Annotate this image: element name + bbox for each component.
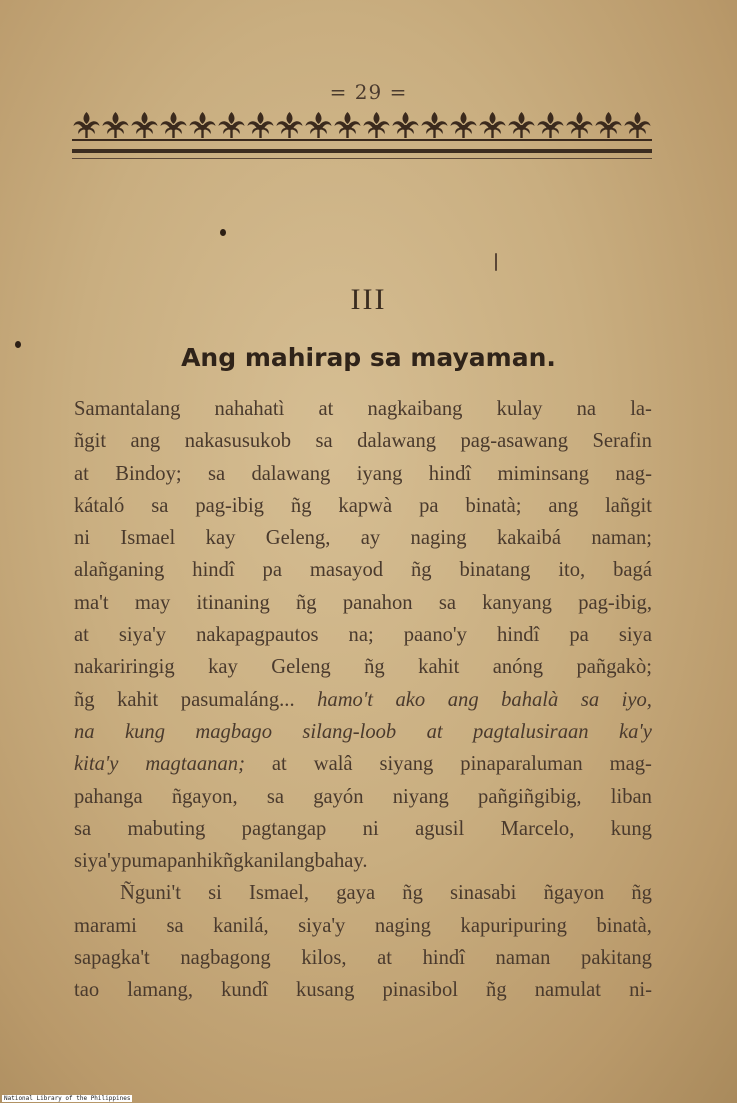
text-line bbox=[74, 716, 652, 748]
word: kapuripuring bbox=[460, 914, 567, 937]
word: naman bbox=[495, 947, 551, 970]
word: pa bbox=[262, 559, 282, 582]
word: siya'y bbox=[74, 850, 122, 873]
word: ñg bbox=[364, 656, 385, 679]
text-line bbox=[74, 910, 652, 942]
word: sa bbox=[151, 494, 169, 517]
fleuron-icon bbox=[74, 112, 100, 138]
word: gayón bbox=[313, 785, 364, 808]
header-rule-thick bbox=[72, 149, 652, 153]
word: sa bbox=[207, 462, 226, 485]
word: kung bbox=[124, 720, 165, 743]
word: ñg bbox=[74, 688, 95, 711]
word: ni bbox=[362, 817, 379, 840]
text-line bbox=[74, 522, 652, 554]
word: sa bbox=[74, 817, 92, 840]
word: hindî bbox=[192, 559, 235, 582]
word: pa bbox=[569, 624, 589, 647]
word: tao bbox=[74, 979, 100, 1002]
word: hindî bbox=[496, 624, 540, 647]
word: sa bbox=[580, 688, 600, 711]
text-line bbox=[74, 490, 652, 522]
word: kundî bbox=[221, 979, 268, 1002]
fleuron-icon bbox=[596, 112, 622, 138]
word: na; bbox=[348, 624, 374, 647]
word: itinaning bbox=[196, 591, 270, 614]
word: silang-loob bbox=[302, 720, 397, 743]
word: naman; bbox=[591, 527, 652, 550]
word: at bbox=[318, 398, 334, 420]
word: Ismael bbox=[120, 527, 176, 550]
word: bahalà bbox=[501, 688, 559, 711]
word: ang bbox=[447, 688, 479, 711]
fleuron-icon bbox=[480, 112, 506, 138]
chapter-title: Ang mahirap sa mayaman. bbox=[181, 343, 556, 372]
text-line bbox=[74, 684, 652, 716]
word: sa bbox=[166, 914, 184, 937]
word: Serafin bbox=[592, 430, 652, 453]
fleuron-icon bbox=[335, 112, 361, 138]
word: nakariringig bbox=[74, 656, 175, 679]
word: ma't bbox=[74, 591, 109, 614]
word: siya'y bbox=[298, 914, 346, 937]
text-line bbox=[74, 587, 652, 619]
word: ang bbox=[548, 494, 579, 517]
word: sa bbox=[315, 430, 333, 453]
word: siya bbox=[618, 624, 652, 647]
word: liban bbox=[610, 785, 652, 808]
text-line bbox=[74, 877, 652, 909]
word: la- bbox=[630, 398, 652, 420]
word: ñgayon, bbox=[171, 785, 238, 808]
word: binatà, bbox=[596, 914, 652, 937]
word: pag-asawang bbox=[460, 430, 568, 453]
fleuron-icon bbox=[538, 112, 564, 138]
word: kahit bbox=[418, 656, 460, 679]
word: bagá bbox=[613, 559, 652, 582]
word: hamo't bbox=[317, 688, 373, 711]
word: na bbox=[74, 720, 95, 743]
word: ñg bbox=[631, 882, 652, 905]
text-line bbox=[74, 781, 652, 813]
word: siyang bbox=[379, 753, 434, 776]
word: na bbox=[576, 398, 597, 420]
word: ñgit bbox=[74, 430, 107, 453]
fleuron-icon bbox=[161, 112, 187, 138]
page-number: = 29 = bbox=[329, 80, 408, 104]
word: ito, bbox=[558, 559, 586, 582]
word: Ñguni't bbox=[120, 882, 181, 905]
text-line bbox=[74, 748, 652, 780]
word: alañganing bbox=[74, 559, 165, 582]
fleuron-icon bbox=[306, 112, 332, 138]
word: pinasibol bbox=[382, 979, 458, 1002]
word: anóng bbox=[492, 656, 544, 679]
word: mag- bbox=[609, 753, 652, 776]
text-line bbox=[74, 393, 652, 425]
word: Geleng, bbox=[265, 527, 331, 550]
word: ñg bbox=[290, 494, 312, 517]
word: masayod bbox=[309, 559, 384, 582]
word: lañgit bbox=[605, 494, 652, 517]
word: miminsang bbox=[497, 462, 590, 485]
word: pahanga bbox=[74, 785, 143, 808]
word: si bbox=[208, 882, 222, 905]
word: kusang bbox=[296, 979, 355, 1002]
fleuron-icon bbox=[190, 112, 216, 138]
word: binatang bbox=[459, 559, 531, 582]
text-line bbox=[74, 425, 652, 457]
word: dalawang bbox=[357, 430, 437, 453]
word: agusil bbox=[415, 817, 465, 840]
fleuron-icon bbox=[103, 112, 129, 138]
word: Ismael, bbox=[249, 882, 310, 905]
fleuron-icon bbox=[248, 112, 274, 138]
word: mabuting bbox=[127, 817, 206, 840]
fleuron-icon bbox=[625, 112, 651, 138]
word: ñg bbox=[486, 979, 507, 1002]
fleuron-icon bbox=[132, 112, 158, 138]
word: nagbagong bbox=[180, 947, 271, 970]
word: bahay. bbox=[314, 850, 368, 873]
word: magtaanan; bbox=[145, 753, 245, 776]
word: namulat bbox=[534, 979, 602, 1002]
word: kanilá, bbox=[213, 914, 269, 937]
footer-credit: National Library of the Philippines bbox=[4, 1095, 131, 1102]
word: kakaibá bbox=[496, 527, 561, 550]
word: kulay bbox=[496, 398, 543, 420]
word: ñg bbox=[410, 559, 432, 582]
word: sapagka't bbox=[74, 947, 150, 970]
word: ni bbox=[74, 527, 91, 550]
word: ñg bbox=[223, 850, 244, 873]
word: naging bbox=[374, 914, 431, 937]
word: pa bbox=[419, 494, 439, 517]
word: kung bbox=[610, 817, 652, 840]
word: panahon bbox=[342, 591, 413, 614]
fleuron-icon bbox=[451, 112, 477, 138]
word: hindî bbox=[428, 462, 472, 485]
word: nahahatì bbox=[214, 398, 285, 420]
text-line bbox=[74, 845, 652, 877]
ink-speck bbox=[220, 229, 226, 236]
fleuron-icon bbox=[567, 112, 593, 138]
word: at bbox=[74, 462, 89, 485]
fleuron-icon bbox=[393, 112, 419, 138]
word: kay bbox=[208, 656, 238, 679]
word: magbago bbox=[195, 720, 273, 743]
word: paano'y bbox=[403, 624, 467, 647]
fleuron-icon bbox=[422, 112, 448, 138]
text-line bbox=[74, 458, 652, 490]
ink-speck bbox=[495, 253, 497, 271]
fleuron-icon bbox=[277, 112, 303, 138]
text-line bbox=[74, 554, 652, 586]
ornamental-border bbox=[72, 108, 652, 142]
word: Marcelo, bbox=[500, 817, 575, 840]
text-line bbox=[74, 974, 652, 1006]
word: pag-ibig, bbox=[578, 591, 652, 614]
word: ang bbox=[130, 430, 161, 453]
word: ñg bbox=[295, 591, 317, 614]
word: pag-ibig bbox=[195, 494, 264, 517]
word: pañgiñgibig, bbox=[478, 785, 582, 808]
word: nag- bbox=[615, 462, 652, 485]
word: nakasusukob bbox=[184, 430, 292, 453]
word: kanyang bbox=[482, 591, 552, 614]
body-text bbox=[74, 393, 652, 1007]
word: kátaló bbox=[74, 494, 125, 517]
word: ay bbox=[360, 527, 381, 550]
word: gaya bbox=[336, 882, 376, 905]
word: may bbox=[134, 591, 171, 614]
word: nakapagpautos bbox=[196, 624, 319, 647]
text-line bbox=[74, 619, 652, 651]
word: binatà; bbox=[465, 494, 522, 517]
word: kahit bbox=[117, 688, 159, 711]
word: ñgayon bbox=[543, 882, 605, 905]
word: sa bbox=[438, 591, 456, 614]
word: Samantalang bbox=[74, 398, 181, 420]
word: pakitang bbox=[581, 947, 652, 970]
ornament-baseline bbox=[72, 139, 652, 141]
word: naging bbox=[410, 527, 467, 550]
word: nagkaibang bbox=[367, 398, 463, 420]
word: hindî bbox=[422, 947, 465, 970]
text-line bbox=[74, 942, 652, 974]
word: ñg bbox=[402, 882, 423, 905]
word: at bbox=[377, 947, 392, 970]
word: pagtalusiraan bbox=[473, 720, 589, 743]
word: pasumaláng... bbox=[180, 688, 295, 711]
word: at bbox=[74, 624, 89, 647]
word: kay bbox=[205, 527, 236, 550]
header-rule-thin bbox=[72, 158, 652, 159]
word: Bindoy; bbox=[115, 462, 182, 485]
text-line bbox=[74, 813, 652, 845]
word: ka'y bbox=[618, 720, 652, 743]
word: ako bbox=[395, 688, 426, 711]
word: sa bbox=[266, 785, 284, 808]
word: ni- bbox=[629, 979, 652, 1002]
fleuron-pattern-icon bbox=[72, 108, 652, 142]
word: iyo, bbox=[621, 688, 652, 711]
word: lamang, bbox=[127, 979, 193, 1002]
word: iyang bbox=[356, 462, 403, 485]
fleuron-icon bbox=[509, 112, 535, 138]
word: kilos, bbox=[301, 947, 347, 970]
word: Geleng bbox=[271, 656, 331, 679]
fleuron-icon bbox=[364, 112, 390, 138]
word: at bbox=[271, 753, 287, 776]
word: kanilang bbox=[243, 850, 315, 873]
word: pagtangap bbox=[241, 817, 327, 840]
word: walâ bbox=[313, 753, 353, 776]
word: at bbox=[426, 720, 443, 743]
word: niyang bbox=[392, 785, 449, 808]
word: pañgakò; bbox=[576, 656, 652, 679]
word: marami bbox=[74, 914, 137, 937]
word: kita'y bbox=[74, 753, 119, 776]
word: sinasabi bbox=[450, 882, 517, 905]
fleuron-icon bbox=[219, 112, 245, 138]
word: siya'y bbox=[118, 624, 167, 647]
text-line bbox=[74, 651, 652, 683]
word: kapwà bbox=[338, 494, 393, 517]
word: pinaparaluman bbox=[460, 753, 583, 776]
word: pumapanhik bbox=[121, 850, 223, 873]
word: dalawang bbox=[251, 462, 331, 485]
chapter-number: III bbox=[350, 283, 387, 316]
